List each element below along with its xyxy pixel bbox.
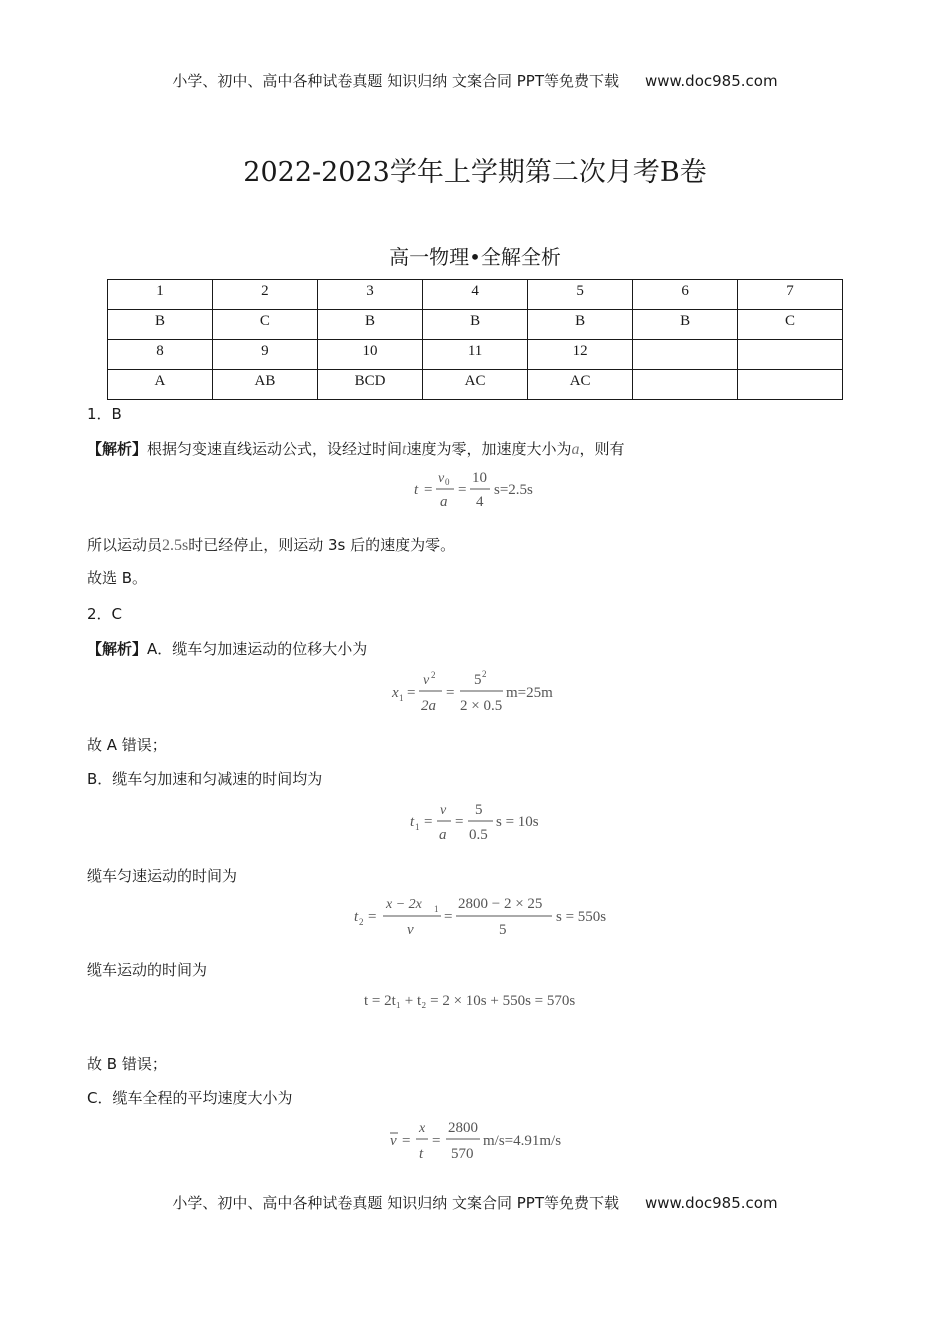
q1-analysis-b: 速度为零，加速度大小为 bbox=[406, 440, 572, 458]
answer-table-answer-row bbox=[108, 370, 843, 400]
eq-den: 5 bbox=[499, 922, 507, 938]
svg-text:=: = bbox=[446, 685, 455, 701]
answer-table-cell: 2 bbox=[212, 280, 317, 310]
eq-num: 2800 − 2 × 25 bbox=[458, 896, 543, 912]
answer-table-cell bbox=[738, 340, 843, 370]
answer-table-cell: AC bbox=[528, 370, 633, 400]
q1-number: 1．B bbox=[87, 405, 122, 423]
eq-sub: 1 bbox=[434, 904, 439, 914]
eq-num: v bbox=[440, 803, 447, 818]
footer-site-link[interactable]: www.doc985.com bbox=[644, 1194, 778, 1212]
eq-lhs: v bbox=[390, 1133, 397, 1149]
eq-num: 10 bbox=[472, 470, 487, 486]
eq-lhs: t bbox=[354, 909, 359, 925]
answer-table-cell: 9 bbox=[212, 340, 317, 370]
eq-lhs: t bbox=[414, 482, 419, 498]
eq-num: v bbox=[438, 471, 445, 486]
q2-c-text: C．缆车全程的平均速度大小为 bbox=[87, 1089, 293, 1107]
answer-table bbox=[107, 279, 843, 400]
svg-text:=: = bbox=[444, 909, 453, 925]
q2-b-text-2: 缆车匀速运动的时间为 bbox=[87, 867, 238, 885]
q2-a-result: 故 A 错误； bbox=[87, 736, 167, 754]
eq-den: t bbox=[419, 1146, 424, 1162]
svg-text:=: = bbox=[432, 1133, 441, 1149]
q2-equation-5 bbox=[388, 1117, 588, 1165]
q1-tag: 【解析】 bbox=[87, 440, 148, 458]
answer-table-number-row bbox=[108, 280, 843, 310]
eq-tail: s = 10s bbox=[496, 814, 539, 830]
answer-table-cell bbox=[633, 370, 738, 400]
svg-text:=: = bbox=[458, 482, 467, 498]
answer-table-cell: BCD bbox=[317, 370, 422, 400]
svg-text:=: = bbox=[407, 685, 416, 701]
svg-text:=: = bbox=[424, 482, 433, 498]
eq-den: 2a bbox=[421, 698, 436, 714]
eq-den: 0.5 bbox=[469, 827, 488, 843]
q2-b-result: 故 B 错误； bbox=[87, 1055, 167, 1073]
svg-text:=: = bbox=[424, 814, 433, 830]
answer-table-cell: 10 bbox=[317, 340, 422, 370]
eq-tail: m=25m bbox=[506, 685, 553, 701]
page-subtitle: 高一物理•全解全析 bbox=[389, 245, 561, 269]
answer-table-cell bbox=[633, 340, 738, 370]
eq-num: 2800 bbox=[448, 1120, 478, 1136]
eq-sup: 2 bbox=[431, 670, 436, 680]
answer-table-cell: B bbox=[423, 310, 528, 340]
q2-a-text-body: A．缆车匀加速运动的位移大小为 bbox=[147, 640, 368, 658]
answer-table-cell: B bbox=[108, 310, 213, 340]
q1-concl-val: 2.5s bbox=[162, 537, 189, 554]
eq-num: x bbox=[419, 1121, 426, 1136]
eq-den: a bbox=[440, 494, 448, 510]
eq-sub: 2 bbox=[359, 917, 364, 927]
q2-equation-1 bbox=[390, 668, 570, 718]
q2-b-text: B．缆车匀加速和匀减速的时间均为 bbox=[87, 770, 323, 788]
eq-sub: 1 bbox=[399, 693, 404, 703]
q2-b-text-3: 缆车运动的时间为 bbox=[87, 961, 208, 979]
footer-banner bbox=[0, 1192, 950, 1213]
q2-equation-2 bbox=[408, 800, 558, 846]
eq-lhs: t bbox=[410, 814, 415, 830]
eq-tail: s = 550s bbox=[556, 909, 607, 925]
eq-num: 5 bbox=[475, 802, 483, 818]
answer-table-cell: B bbox=[528, 310, 633, 340]
q2-equation-3 bbox=[352, 893, 607, 939]
answer-table-cell: 12 bbox=[528, 340, 633, 370]
answer-table-cell: 1 bbox=[108, 280, 213, 310]
header-banner bbox=[0, 70, 950, 91]
answer-table-cell bbox=[738, 370, 843, 400]
eq-sub: 0 bbox=[445, 477, 450, 487]
answer-table-cell: 3 bbox=[317, 280, 422, 310]
eq-den: v bbox=[407, 922, 414, 938]
answer-table-cell: 5 bbox=[528, 280, 633, 310]
eq-den: 570 bbox=[451, 1146, 474, 1162]
eq-sup: 2 bbox=[482, 669, 487, 679]
header-text: 小学、初中、高中各种试卷真题 知识归纳 文案合同 PPT等免费下载 bbox=[172, 72, 619, 90]
q2-number: 2．C bbox=[87, 605, 123, 623]
answer-table-number-row bbox=[108, 340, 843, 370]
q1-concl-b: 时已经停止，则运动 3s 后的速度为零。 bbox=[188, 536, 456, 554]
eq-den: 4 bbox=[476, 494, 484, 510]
answer-table-cell: C bbox=[212, 310, 317, 340]
q1-analysis-a: 根据匀变速直线运动公式，设经过时间 bbox=[147, 440, 403, 458]
answer-table-cell: 4 bbox=[423, 280, 528, 310]
q2-equation-4 bbox=[362, 986, 602, 1016]
footer-text: 小学、初中、高中各种试卷真题 知识归纳 文案合同 PPT等免费下载 bbox=[172, 1194, 619, 1212]
eq-num: 5 bbox=[474, 672, 482, 688]
answer-table-answer-row bbox=[108, 310, 843, 340]
answer-table-cell: B bbox=[633, 310, 738, 340]
answer-table-cell: AB bbox=[212, 370, 317, 400]
answer-table-cell: 8 bbox=[108, 340, 213, 370]
q2-a-text bbox=[87, 638, 367, 659]
q1-var-t: t bbox=[402, 441, 407, 458]
answer-table-cell: 6 bbox=[633, 280, 738, 310]
eq-line: t = 2t₁ + t₂ = 2 × 10s + 550s = 570s bbox=[364, 993, 576, 1009]
q1-equation bbox=[412, 466, 552, 514]
answer-table-cell: B bbox=[317, 310, 422, 340]
svg-text:=: = bbox=[368, 909, 377, 925]
eq-lhs: x bbox=[392, 685, 399, 701]
answer-table-cell: 7 bbox=[738, 280, 843, 310]
answer-table-cell: AC bbox=[423, 370, 528, 400]
q1-conclusion bbox=[87, 534, 455, 555]
eq-tail: s=2.5s bbox=[494, 482, 533, 498]
q1-analysis-c: ，则有 bbox=[579, 440, 625, 458]
q1-analysis bbox=[87, 438, 625, 459]
eq-den: a bbox=[439, 827, 447, 843]
q1-concl-a: 所以运动员 bbox=[87, 536, 163, 554]
eq-sub: 1 bbox=[415, 822, 420, 832]
header-site-link[interactable]: www.doc985.com bbox=[644, 72, 778, 90]
eq-num: x − 2x bbox=[386, 897, 422, 912]
page-title: 2022-2023学年上学期第二次月考B卷 bbox=[243, 157, 707, 188]
q2-tag: 【解析】 bbox=[87, 640, 148, 658]
q1-var-a: a bbox=[571, 441, 580, 458]
answer-table-cell: 11 bbox=[423, 340, 528, 370]
answer-table-cell: C bbox=[738, 310, 843, 340]
svg-text:=: = bbox=[402, 1133, 411, 1149]
eq-num: v bbox=[423, 673, 430, 688]
answer-table-cell: A bbox=[108, 370, 213, 400]
q1-choice: 故选 B。 bbox=[87, 569, 148, 587]
eq-tail: m/s=4.91m/s bbox=[483, 1133, 562, 1149]
eq-den: 2 × 0.5 bbox=[460, 698, 503, 714]
svg-text:=: = bbox=[455, 814, 464, 830]
